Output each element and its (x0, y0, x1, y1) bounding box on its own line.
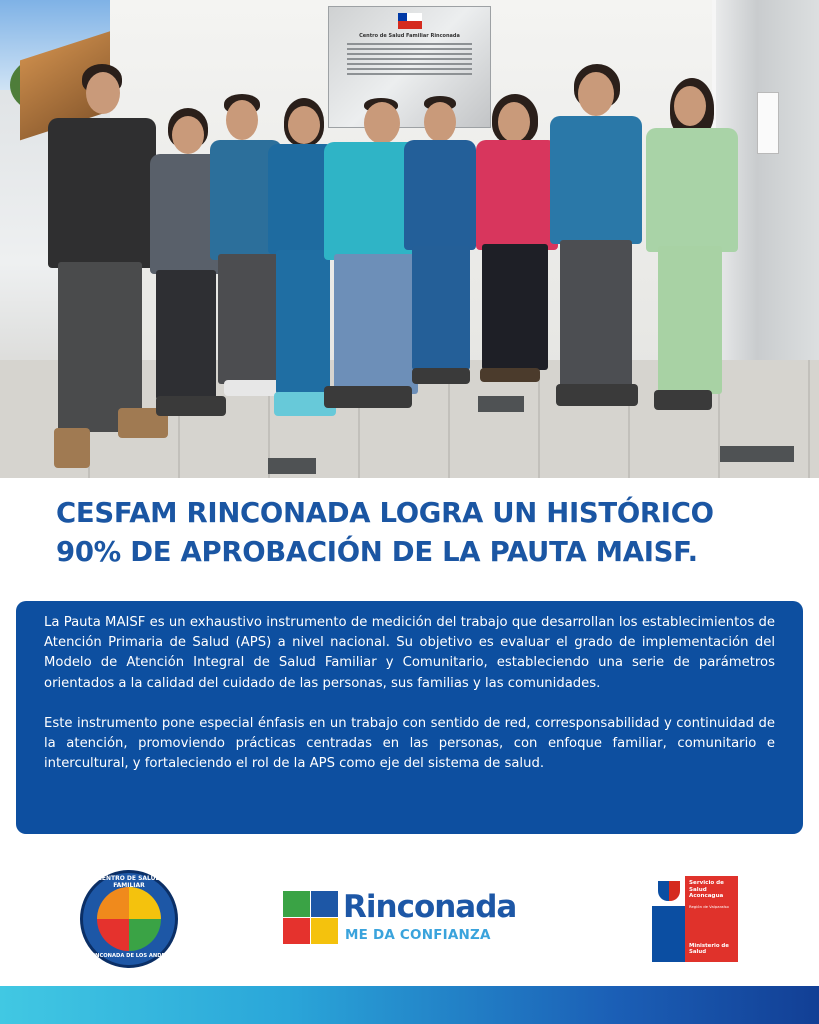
plaque-title: Centro de Salud Familiar Rinconada (359, 33, 460, 39)
plaque-text-line (347, 43, 472, 45)
no-smoking-sign (757, 92, 779, 154)
plaque-text-line (347, 68, 472, 70)
headline (56, 494, 776, 572)
headline-line-2: 90% DE APROBACIÓN DE LA PAUTA MAISF. (56, 536, 698, 568)
service-name: Servicio de Salud Aconcagua (689, 880, 724, 900)
floor-tile (478, 396, 524, 412)
plaque-text-line (347, 58, 472, 60)
team-photo (0, 0, 819, 478)
cesfam-logo-bottom-text: RINCONADA DE LOS ANDES (89, 953, 169, 959)
rinconada-tagline: ME DA CONFIANZA (345, 927, 491, 943)
person-9 (644, 78, 740, 412)
cesfam-logo (80, 870, 178, 968)
chile-flag-icon (398, 13, 422, 29)
floor-tile (720, 446, 794, 462)
rinconada-mark-icon (283, 891, 339, 945)
headline-line-1: CESFAM RINCONADA LOGRA UN HISTÓRICO (56, 497, 714, 529)
coat-of-arms-icon (658, 881, 680, 901)
paragraph-1: La Pauta MAISF es un exhaustivo instrumento de medición del trabajo que desarrollan los establecimientos de Atención Primaria de Salud (APS) a nivel nacional. Su objetivo es evaluar el grado de implementación del Modelo de Atención Integral de Salud Familiar y Comunitario, estableciendo una serie de parámetros orientados a la calidad del cuidado de las personas, sus familias y las comunidades. (44, 615, 775, 691)
cesfam-logo-top-text: CENTRO DE SALUD FAMILIAR (97, 875, 161, 889)
ministry-name: Ministerio de Salud (689, 943, 729, 956)
footer-gradient-bar (0, 986, 819, 1024)
person-8 (548, 64, 644, 412)
plaque-text-line (347, 48, 472, 50)
region-name: Región de Valparaíso (689, 904, 729, 909)
person-6 (404, 96, 478, 386)
floor-tile (268, 458, 316, 474)
ministerio-salud-logo (652, 876, 738, 962)
plaque-text-line (347, 63, 472, 65)
person-1 (40, 62, 160, 472)
plaque-text-line (347, 73, 472, 75)
rinconada-logo (283, 887, 523, 947)
family-figures-icon (97, 887, 161, 951)
paragraph-2: Este instrumento pone especial énfasis en un trabajo con sentido de red, corresponsabilidad y continuidad de la atención, promoviendo prácticas centradas en las personas, con enfoque familiar, comunitario e intercultural, y fortaleciendo el rol de la APS como eje del sistema de salud. (44, 715, 775, 772)
rinconada-name: Rinconada (343, 889, 517, 925)
plaque-text-line (347, 53, 472, 55)
description-panel (16, 601, 803, 834)
